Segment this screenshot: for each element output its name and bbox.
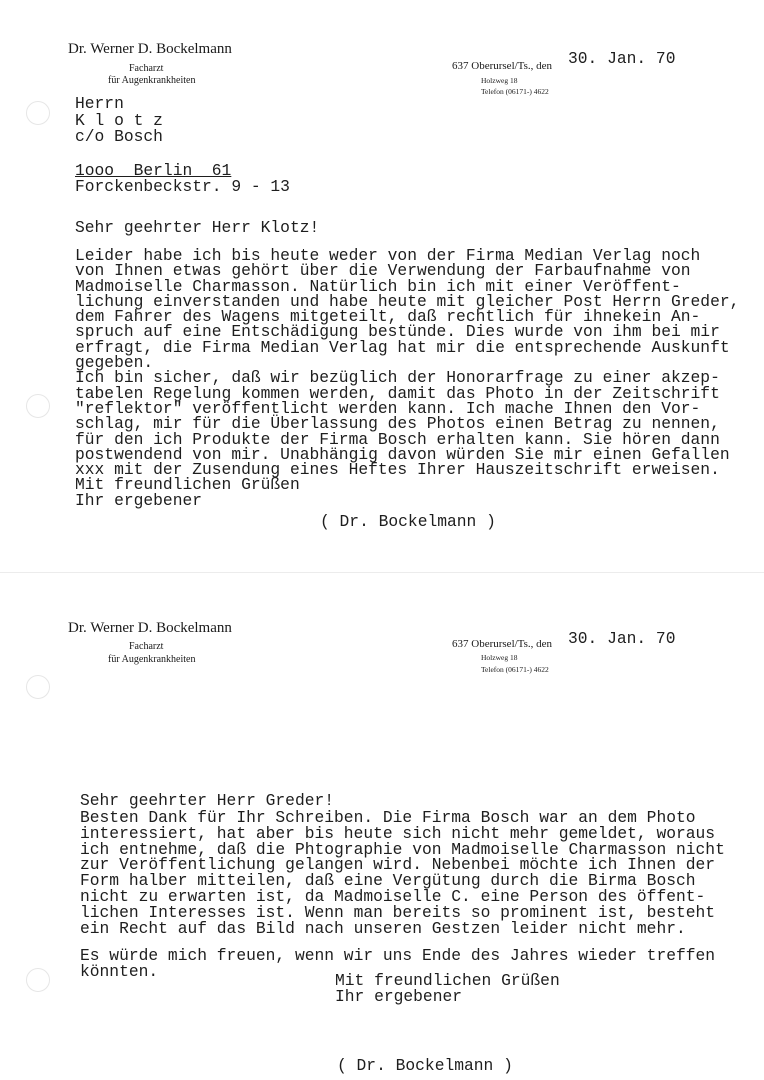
body-line: Ihr ergebener <box>75 490 203 510</box>
body-line: "reflektor" veröffentlicht werden kann. Ich mache Ihnen den Vor- <box>75 398 701 418</box>
recipient-line: K l o t z <box>75 110 163 130</box>
body-line: ein Recht auf das Bild nach unseren Gestzen leider nicht mehr. <box>80 918 686 938</box>
letterhead-name: Dr. Werner D. Bockelmann <box>68 41 232 57</box>
body-line: nicht zu erwarten ist, da Madmoiselle C. eine Person des öffent- <box>80 886 706 906</box>
letterhead-phone: Telefon (06171-) 4622 <box>481 87 549 96</box>
letterhead-street: Holzweg 18 <box>481 653 518 662</box>
letter-body <box>80 810 725 936</box>
closing-line: Ihr ergebener <box>335 987 463 1006</box>
body-line: zur Veröffentlichung gelangen wird. Nebenbei möchte ich Ihnen der <box>80 855 716 875</box>
letterhead-specialty: für Augenkrankheiten <box>108 654 196 665</box>
body-line: Mit freundlichen Grüßen <box>75 475 300 495</box>
body-line: Leider habe ich bis heute weder von der Firma Median Verlag noch <box>75 246 701 265</box>
body-line: tabelen Regelung kommen werden, damit das Photo in der Zeitschrift <box>75 383 720 403</box>
body-line: lichen Interesses ist. Wenn man bereits so prominent ist, besteht <box>80 902 716 922</box>
body-line: schlag, mir für die Überlassung des Photos einen Betrag zu nennen, <box>75 414 720 434</box>
body-line: postwendend von mir. Unabhängig davon würden Sie mir einen Gefallen <box>75 444 730 464</box>
body-line: gegeben. <box>75 353 154 373</box>
letterhead-title: Facharzt <box>129 641 164 652</box>
punch-hole <box>26 968 50 992</box>
recipient-street: Forckenbeckstr. 9 - 13 <box>75 177 290 196</box>
letterhead-title: Facharzt <box>129 63 164 74</box>
letterhead-street: Holzweg 18 <box>481 76 518 85</box>
recipient-city: 1ooo Berlin 61 <box>75 161 232 180</box>
page-divider <box>0 572 764 573</box>
body-line: spruch auf eine Entschädigung bestünde. Dies wurde von ihm bei mir <box>75 322 720 342</box>
body-line: Ich bin sicher, daß wir bezüglich der Honorarfrage zu einer akzep- <box>75 368 720 388</box>
body-line: interessiert, hat aber bis heute sich nicht mehr gemeldet, woraus <box>80 823 716 843</box>
letter-date: 30. Jan. 70 <box>568 49 676 68</box>
signature: ( Dr. Bockelmann ) <box>320 512 496 531</box>
body-line: Madmoiselle Charmasson. Natürlich bin ich mit einer Veröffent- <box>75 276 681 296</box>
body-line: Form halber mitteilen, daß eine Vergütung durch die Birma Bosch <box>80 871 696 891</box>
body-line: könnten. <box>80 962 159 981</box>
body-line: lichung einverstanden und habe heute mit gleicher Post Herrn Greder, <box>75 291 740 311</box>
closing-line: Mit freundlichen Grüßen <box>335 971 560 990</box>
recipient-line: c/o Bosch <box>75 127 163 146</box>
letter-body <box>75 248 739 508</box>
body-line: dem Fahrer des Wagens mitgeteilt, daß rechtlich für ihnekein An- <box>75 307 701 327</box>
salutation: Sehr geehrter Herr Klotz! <box>75 218 320 237</box>
body-line: erfragt, die Firma Median Verlag hat mir die entsprechende Auskunft <box>75 337 730 357</box>
punch-hole <box>26 101 50 125</box>
body-line: für den ich Produkte der Firma Bosch erhalten kann. Sie hören dann <box>75 429 720 449</box>
body-line: ich entnehme, daß die Phtographie von Madmoiselle Charmasson nicht <box>80 839 725 859</box>
salutation: Sehr geehrter Herr Greder! <box>80 791 335 810</box>
punch-hole <box>26 675 50 699</box>
recipient-address <box>75 96 163 146</box>
punch-hole <box>26 394 50 418</box>
recipient-line: Herrn <box>75 94 124 113</box>
body-line: Besten Dank für Ihr Schreiben. Die Firma Bosch war an dem Photo <box>80 808 696 827</box>
letter-date: 30. Jan. 70 <box>568 629 676 648</box>
letterhead-place: 637 Oberursel/Ts., den <box>452 638 553 650</box>
letterhead-phone: Telefon (06171-) 4622 <box>481 665 549 674</box>
body-line: xxx mit der Zusendung eines Heftes Ihrer Hauszeitschrift erweisen. <box>75 460 720 480</box>
letterhead-specialty: für Augenkrankheiten <box>108 75 196 86</box>
body-line: von Ihnen etwas gehört über die Verwendung der Farbaufnahme von <box>75 261 691 281</box>
letterhead-name: Dr. Werner D. Bockelmann <box>68 620 232 636</box>
body-line: Es würde mich freuen, wenn wir uns Ende des Jahres wieder treffen <box>80 946 716 965</box>
signature: ( Dr. Bockelmann ) <box>337 1056 513 1075</box>
letterhead-place: 637 Oberursel/Ts., den <box>452 60 553 72</box>
